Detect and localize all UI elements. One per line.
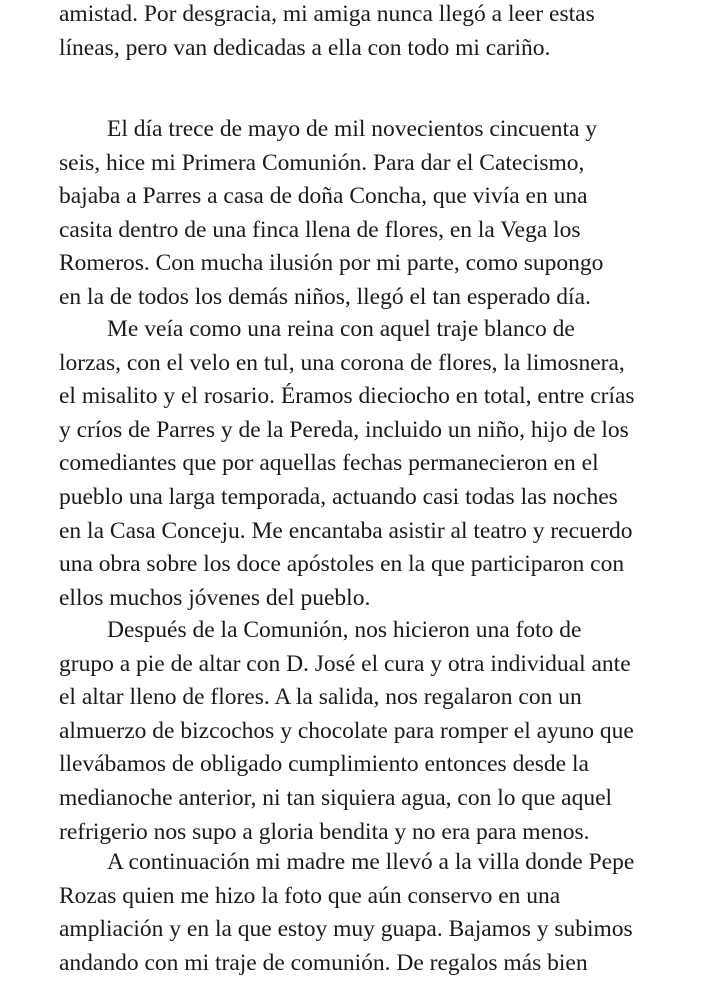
text-line: en la de todos los demás niños, llegó el tan esperado día.: [59, 283, 591, 310]
text-line: grupo a pie de altar con D. José el cura y otra individual ante: [59, 650, 631, 677]
text-line: seis, hice mi Primera Comunión. Para dar el Catecismo,: [59, 149, 585, 176]
text-line: Después de la Comunión, nos hicieron una foto de: [107, 617, 582, 643]
text-line: llevábamos de obligado cumplimiento entonces desde la: [59, 751, 589, 778]
text-line: A continuación mi madre me llevó a la villa donde Pepe: [107, 849, 635, 875]
paragraph-white-dress: [59, 313, 659, 615]
text-line: pueblo una larga temporada, actuando casi todas las noches: [59, 483, 618, 510]
text-line: casita dentro de una finca llena de flores, en la Vega los: [59, 216, 581, 243]
text-line: y críos de Parres y de la Pereda, incluido un niño, hijo de los: [59, 416, 629, 443]
text-line: andando con mi traje de comunión. De regalos más bien: [59, 949, 588, 976]
text-line: El día trece de mayo de mil novecientos cincuenta y: [107, 116, 598, 142]
text-line: ampliación y en la que estoy muy guapa. Bajamos y subimos: [59, 916, 633, 943]
text-line: lorzas, con el velo en tul, una corona de flores, la limosnera,: [59, 349, 625, 376]
paragraph-continuation: [59, 0, 659, 65]
text-line: líneas, pero van dedicadas a ella con todo mi cariño.: [59, 34, 551, 61]
text-line: el altar lleno de flores. A la salida, nos regalaron con un: [59, 684, 582, 711]
text-line: refrigerio nos supo a gloria bendita y no era para menos.: [59, 818, 590, 845]
text-line: bajaba a Parres a casa de doña Concha, que vivía en una: [59, 183, 588, 210]
text-line: ellos muchos jóvenes del pueblo.: [59, 584, 371, 611]
text-line: comediantes que por aquellas fechas permanecieron en el: [59, 450, 599, 477]
text-line: el misalito y el rosario. Éramos dieciocho en total, entre crías: [59, 383, 635, 410]
paragraph-photo-villa: [59, 846, 659, 980]
text-line: amistad. Por desgracia, mi amiga nunca llegó a leer estas: [59, 1, 595, 27]
paragraph-first-communion: [59, 113, 659, 315]
text-line: almuerzo de bizcochos y chocolate para romper el ayuno que: [59, 717, 634, 744]
paragraph-after-communion: [59, 614, 659, 849]
text-line: Me veía como una reina con aquel traje blanco de: [107, 316, 575, 342]
text-line: una obra sobre los doce apóstoles en la que participaron con: [59, 551, 625, 578]
text-line: Rozas quien me hizo la foto que aún conservo en una: [59, 882, 561, 909]
text-line: medianoche anterior, ni tan siquiera agua, con lo que aquel: [59, 784, 613, 811]
text-line: en la Casa Conceju. Me encantaba asistir al teatro y recuerdo: [59, 517, 633, 544]
text-line: Romeros. Con mucha ilusión por mi parte, como supongo: [59, 250, 604, 277]
